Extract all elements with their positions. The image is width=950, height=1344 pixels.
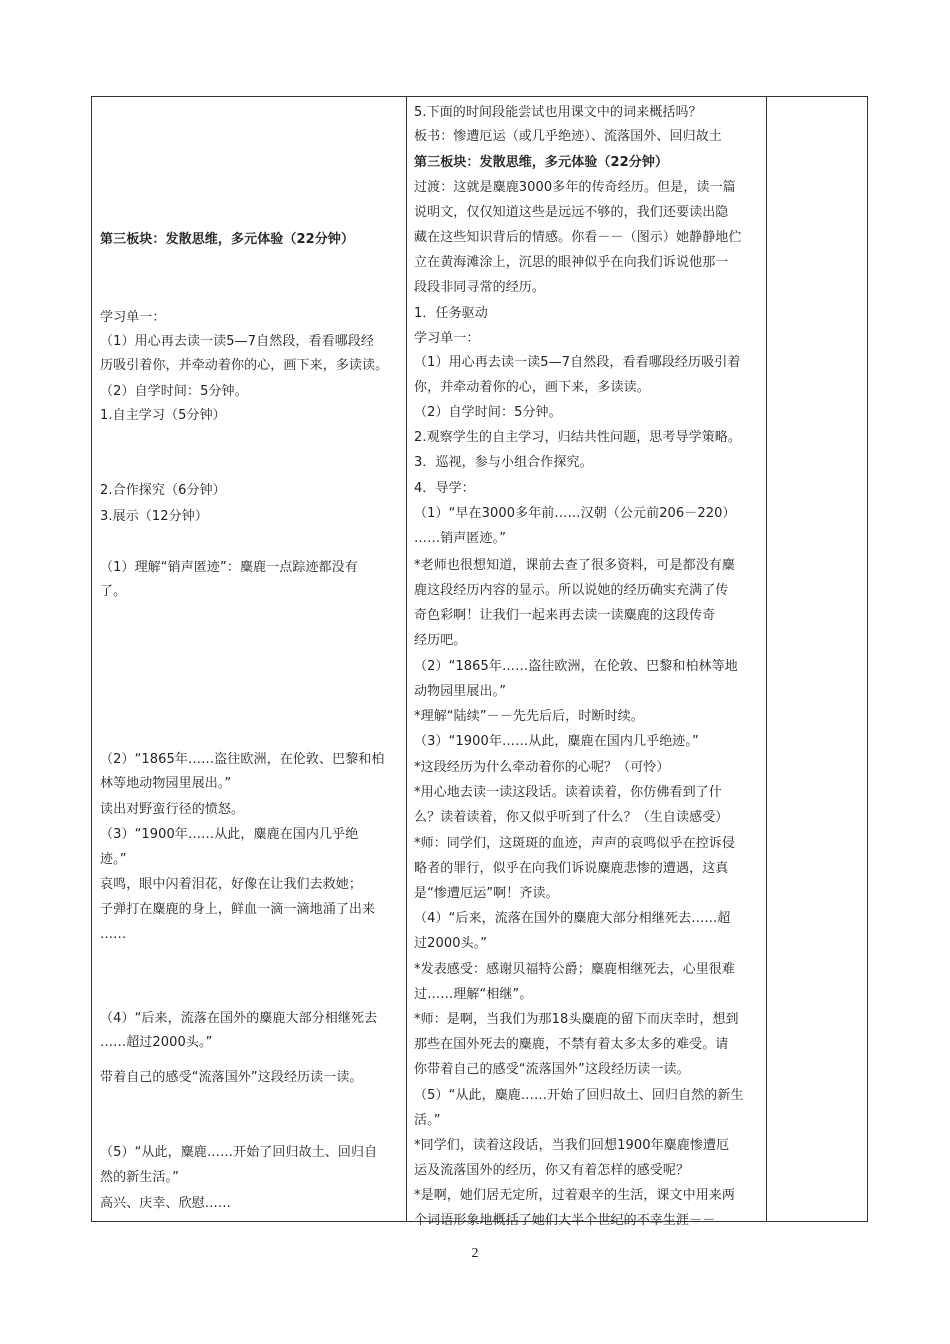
text-line: 鹿这段经历内容的显示。所以说她的经历确实充满了传	[414, 583, 729, 598]
text-line: 1.自主学习（5分钟）	[100, 408, 226, 423]
section-heading: 第三板块：发散思维，多元体验（22分钟）	[100, 232, 355, 247]
text-line: 林等地动物园里展出。”	[100, 776, 232, 791]
text-line: 历吸引着你，并牵动着你的心，画下来，多读读。	[100, 358, 389, 373]
text-line: 2.观察学生的自主学习，归结共性问题，思考导学策略。	[414, 430, 742, 445]
notes-cell	[767, 97, 867, 1221]
text-line: （1）理解“销声匿迹”：麋鹿一点踪迹都没有	[100, 560, 358, 575]
text-line: 过……理解“相继”。	[414, 987, 533, 1002]
teacher-guidance-column	[407, 97, 767, 1228]
text-line: ……销声匿迹。”	[414, 531, 507, 546]
text-line: *师：是啊，当我们为那18头麋鹿的留下而庆幸时，想到	[414, 1012, 739, 1027]
text-line: 板书：惨遭厄运（或几乎绝迹）、流落国外、回归故土	[414, 129, 722, 144]
text-line: （5）“从此，麋鹿……开始了回归故土、回归自	[100, 1145, 378, 1160]
text-line: 你带着自己的感受“流落国外”这段经历读一读。	[414, 1062, 690, 1077]
text-line: （5）“从此，麋鹿……开始了回归故土、回归自然的新生	[414, 1088, 744, 1103]
text-line: 过渡：这就是麋鹿3000多年的传奇经历。但是，读一篇	[414, 180, 736, 195]
text-line: ……	[100, 927, 127, 942]
text-line: （3）“1900年……从此，麋鹿在国内几乎绝	[100, 827, 359, 842]
text-line: （3）“1900年……从此，麋鹿在国内几乎绝迹。”	[414, 734, 699, 749]
text-line: 子弹打在麋鹿的身上，鲜血一滴一滴地涌了出来	[100, 902, 376, 917]
text-line: 哀鸣，眼中闪着泪花，好像在让我们去救她；	[100, 877, 363, 892]
text-line: 5.下面的时间段能尝试也用课文中的词来概括吗？	[414, 105, 702, 120]
text-line: 运及流落国外的经历，你又有着怎样的感受呢？	[414, 1163, 690, 1178]
text-line: *发表感受：感谢贝福特公爵；麋鹿相继死去，心里很难	[414, 962, 736, 977]
text-line: 是“惨遭厄运”啊！齐读。	[414, 886, 559, 901]
section-heading: 第三板块：发散思维，多元体验（22分钟）	[414, 155, 669, 170]
text-line: 1．任务驱动	[414, 306, 488, 321]
text-line: ……超过2000头。”	[100, 1035, 213, 1050]
text-line: （1）用心再去读一读5—7自然段，看看哪段经历吸引着	[414, 355, 741, 370]
text-line: 读出对野蛮行径的愤怒。	[100, 802, 245, 817]
text-line: *用心地去读一读这段话。读着读着，你仿佛看到了什	[414, 785, 722, 800]
text-line: 个词语形象地概括了她们大半个世纪的不幸生涯－－	[414, 1213, 716, 1228]
table-row	[92, 97, 868, 1222]
text-line: （4）“后来，流落在国外的麋鹿大部分相继死去	[100, 1011, 378, 1026]
text-line: 迹。”	[100, 852, 127, 867]
text-line: （4）“后来，流落在国外的麋鹿大部分相继死去……超	[414, 911, 731, 926]
text-line: *老师也很想知道，课前去查了很多资料，可是都没有麋	[414, 558, 736, 573]
notes-column	[767, 97, 868, 1222]
text-line: 那些在国外死去的麋鹿，不禁有着太多太多的难受。请	[414, 1037, 729, 1052]
text-line: （1）用心再去读一读5—7自然段，看看哪段经	[100, 334, 375, 349]
text-line: 4．导学：	[414, 481, 475, 496]
text-line: 3.展示（12分钟）	[100, 509, 208, 524]
text-line: （2）“1865年……盗往欧洲，在伦敦、巴黎和柏林等地	[414, 659, 738, 674]
text-line: 3．巡视，参与小组合作探究。	[414, 455, 593, 470]
text-line: 藏在这些知识背后的情感。你看－－（图示）她静静地伫	[414, 230, 742, 245]
student-activity-cell	[92, 97, 406, 1221]
text-line: （2）自学时间：5分钟。	[414, 405, 562, 420]
text-line: *理解“陆续”－－先先后后，时断时续。	[414, 709, 644, 724]
text-line: 段段非同寻常的经历。	[414, 280, 546, 295]
text-line: （2）“1865年……盗往欧洲，在伦敦、巴黎和柏	[100, 752, 385, 767]
text-line: *同学们，读着这段话，当我们回想1900年麋鹿惨遭厄	[414, 1138, 730, 1153]
text-line: 经历吧。	[414, 633, 467, 648]
text-line: 你，并牵动着你的心，画下来，多读读。	[414, 380, 650, 395]
text-line: 奇色彩啊！让我们一起来再去读一读麋鹿的这段传奇	[414, 608, 716, 623]
teacher-guidance-cell	[407, 97, 766, 1228]
text-line: 学习单一：	[414, 331, 480, 346]
text-line: 说明文，仅仅知道这些是远远不够的，我们还要读出隐	[414, 205, 729, 220]
text-line: 高兴、庆幸、欣慰……	[100, 1196, 232, 1211]
text-line: *这段经历为什么牵动着你的心呢？（可怜）	[414, 760, 670, 775]
lesson-plan-table	[91, 96, 868, 1228]
text-line: 过2000头。”	[414, 936, 488, 951]
text-line: 立在黄海滩涂上，沉思的眼神似乎在向我们诉说他那一	[414, 255, 729, 270]
text-line: 了。	[100, 584, 127, 599]
text-line: 然的新生活。”	[100, 1170, 179, 1185]
text-line: *是啊，她们居无定所，过着艰辛的生活，课文中用来两	[414, 1188, 736, 1203]
text-line: 略者的罪行，似乎在向我们诉说麋鹿悲惨的遭遇，这真	[414, 861, 729, 876]
text-line: *师：同学们，这斑斑的血迹，声声的哀鸣似乎在控诉侵	[414, 836, 736, 851]
text-line: （2）自学时间：5分钟。	[100, 384, 248, 399]
student-activity-column	[92, 97, 407, 1222]
text-line: （1）“早在3000多年前……汉朝（公元前206－220）	[414, 506, 736, 521]
text-line: 动物园里展出。”	[414, 684, 507, 699]
page-number: 2	[471, 1246, 479, 1261]
text-line: 2.合作探究（6分钟）	[100, 483, 226, 498]
text-line: 带着自己的感受“流落国外”这段经历读一读。	[100, 1070, 363, 1085]
text-line: 学习单一：	[100, 310, 166, 325]
text-line: 么？读着读着，你又似乎听到了什么？（生自读感受）	[414, 810, 729, 825]
text-line: 活。”	[414, 1113, 441, 1128]
